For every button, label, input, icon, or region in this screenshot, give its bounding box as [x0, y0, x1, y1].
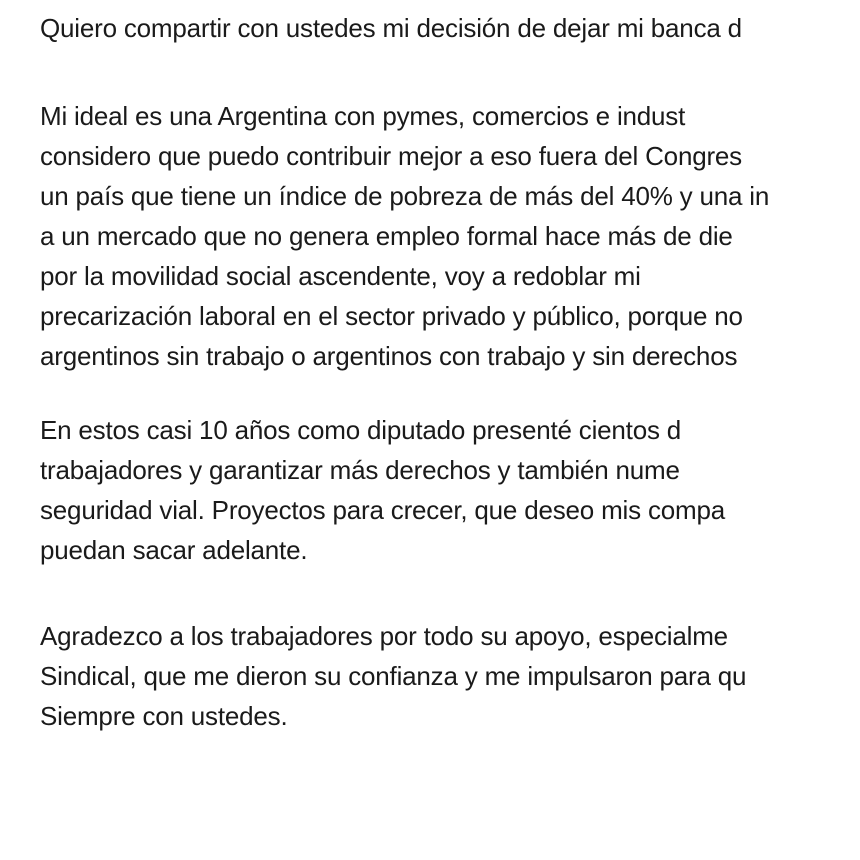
- paragraph-ideal: [40, 96, 769, 376]
- paragraph-thanks: [40, 616, 746, 736]
- text-line: Quiero compartir con ustedes mi decisión de dejar mi banca d: [40, 13, 742, 43]
- paragraph-decision: [40, 8, 742, 48]
- text-line: trabajadores y garantizar más derechos y también nume: [40, 455, 680, 485]
- paragraph-projects: [40, 410, 725, 570]
- text-line: En estos casi 10 años como diputado presenté cientos d: [40, 415, 682, 445]
- text-line: a un mercado que no genera empleo formal hace más de die: [40, 221, 733, 251]
- text-line: considero que puedo contribuir mejor a eso fuera del Congres: [40, 141, 742, 171]
- text-line: seguridad vial. Proyectos para crecer, que deseo mis compa: [40, 495, 725, 525]
- text-line: puedan sacar adelante.: [40, 535, 308, 565]
- text-line: Mi ideal es una Argentina con pymes, comercios e indust: [40, 101, 686, 131]
- text-line: precarización laboral en el sector privado y público, porque no: [40, 301, 743, 331]
- text-line: Siempre con ustedes.: [40, 701, 288, 731]
- text-line: por la movilidad social ascendente, voy a redoblar mi: [40, 261, 641, 291]
- text-line: argentinos sin trabajo o argentinos con trabajo y sin derechos: [40, 341, 738, 371]
- text-line: Sindical, que me dieron su confianza y me impulsaron para qu: [40, 661, 747, 691]
- text-line: un país que tiene un índice de pobreza de más del 40% y una in: [40, 181, 770, 211]
- text-line: Agradezco a los trabajadores por todo su apoyo, especialme: [40, 621, 728, 651]
